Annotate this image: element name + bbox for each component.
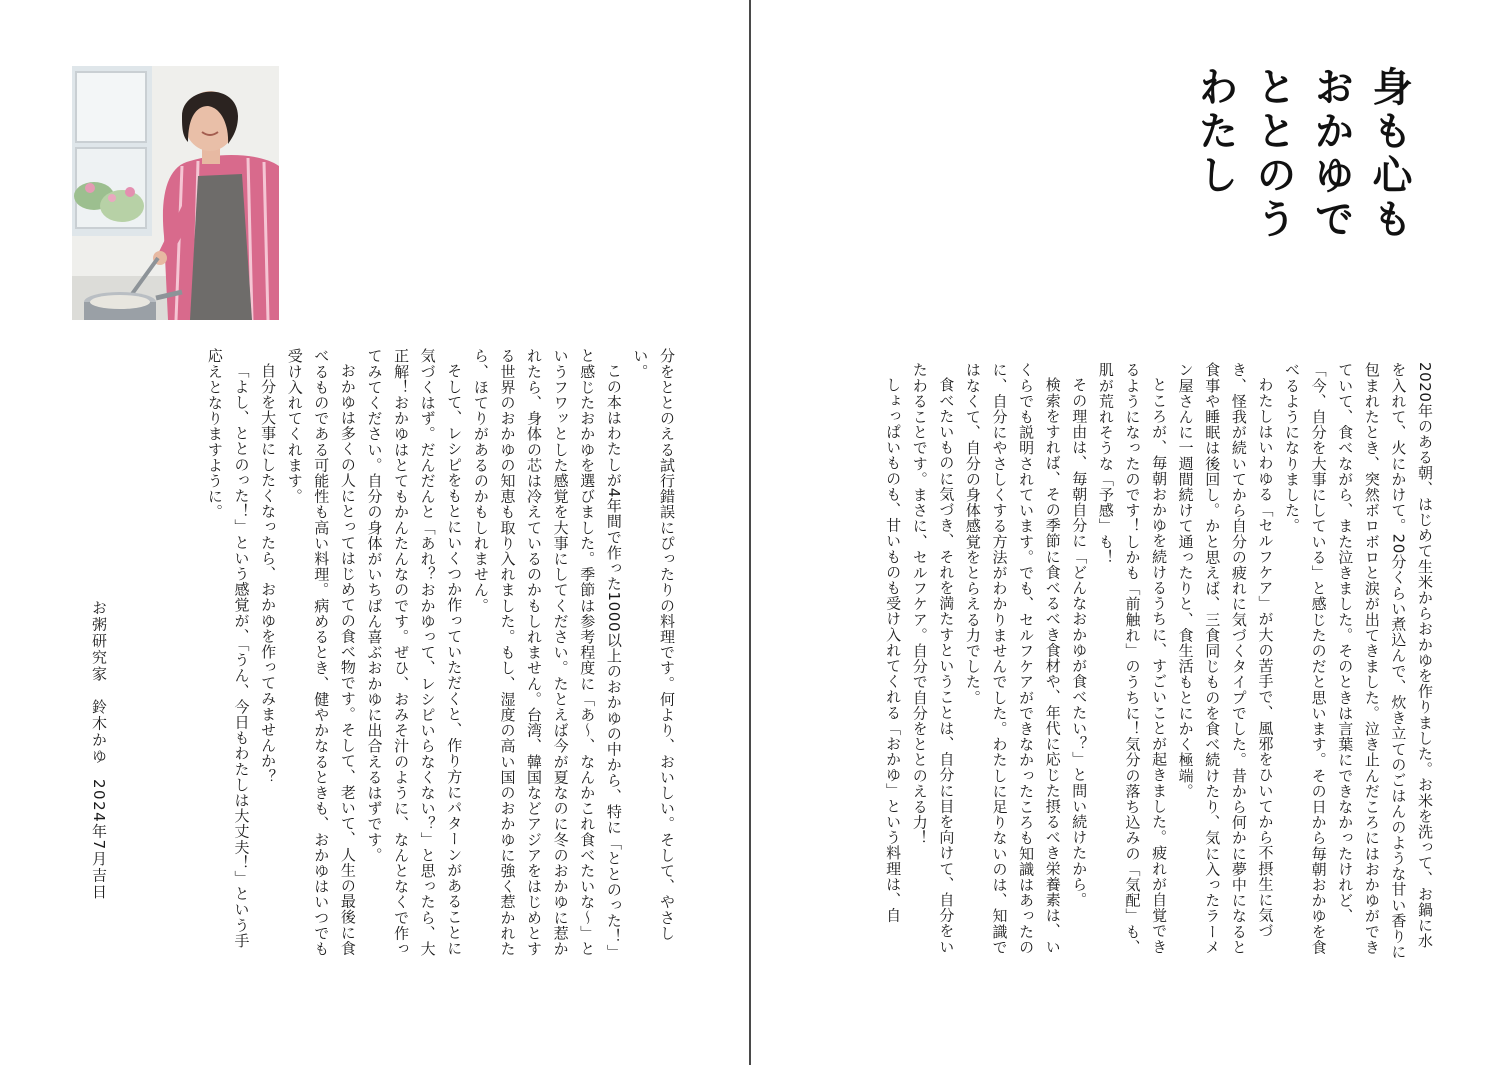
paragraph: しょっぱいものも、甘いものも受け入れてくれる「おかゆ」という料理は、自: [884, 377, 903, 923]
signature: [86, 600, 112, 980]
paragraph: わたしはいわゆる「セルフケア」が大の苦手で、風邪をひいてから不摂生に気づき、怪我が続いてから自分の疲れに気づくタイプでした。昔から何かに夢中になると食事や睡眠は後回し。かと思えば、三食同じものを食べ続けたり、気に入ったラーメン屋さんに一週間続けて通ったりと、食生活もとにかく極端。: [1176, 362, 1275, 955]
paragraph: そして、レシピをもとにいくつか作っていただくと、作り方にパターンがあることに気づくはず。だんだんと「あれ？おかゆって、レシピいらなくない？」と思ったら、大正解！おかゆはとてもかんたんなのです。ぜひ、おみそ汁のように、なんとなくで作ってみてください。自分の身体がいちばん喜ぶおかゆに出合えるはずです。: [365, 348, 464, 957]
paragraph: 「よし、ととのった！」という感覚が、「うん、今日もわたしは大丈夫！」という手応えとなりますように。: [205, 348, 251, 949]
author-photo-illustration: [72, 66, 279, 320]
paragraph: 自分を大事にしたくなったら、おかゆを作ってみませんか？: [259, 363, 278, 785]
paragraph: ところが、毎朝おかゆを続けるうちに、すごいことが起きました。疲れが自覚できるようになったのです！しかも「前触れ」のうちに！気分の落ち込みの「気配」も、肌が荒れそうな「予感」も！: [1096, 362, 1169, 955]
signature-lines: [86, 600, 112, 980]
paragraph: 食べたいものに気づき、それを満たすということは、自分に目を向けて、自分をいたわることです。まさに、セルフケア。自分で自分をととのえる力！: [910, 362, 956, 955]
paragraph: 分をととのえる試行錯誤にぴったりの料理です。何より、おいしい。そして、やさしい。: [631, 348, 676, 941]
paragraph: 検索をすれば、その季節に食べるべき食材や、年代に応じた摂るべき栄養素は、いくらでも説明されています。でも、セルフケアができなかったころも知識はあったのに、自分にやさしくする方法がわかりませんでした。わたしに足りないのは、知識ではなくて、自分の身体感覚をとらえる力でした。: [963, 362, 1062, 955]
signature-date: 2024年7月吉日: [90, 779, 108, 901]
author-photo: [72, 66, 279, 320]
paragraph: おかゆは多くの人にとってはじめての食べ物です。そして、老いて、人生の最後に食べるものである可能性も高い料理。病めるとき、健やかなるときも、おかゆはいつでも受け入れてくれます。: [285, 348, 357, 957]
left-page-body: [201, 348, 680, 960]
paragraph: 2020年のある朝、はじめて生米からおかゆを作りました。お米を洗って、お鍋に水を入れて、火にかけて。20分くらい煮込んで、炊き立てのごはんのような甘い香りに包まれたとき、突然ボロボロと涙が出てきました。泣き止んだころにはおかゆができていて、食べながら、また泣きました。そのときは言葉にできなかったけれど、「今、自分を大事にしている」と感じたのだと思います。その日から毎朝おかゆを食べるようになりました。: [1283, 362, 1434, 960]
signature-author: お粥研究家 鈴木かゆ: [90, 600, 108, 765]
paragraph: その理由は、毎朝自分に「どんなおかゆが食べたい？」と問い続けたから。: [1070, 377, 1089, 908]
paragraph: この本はわたしが4年間で作った1000以上のおかゆの中から、特に「ととのった！」と感じたおかゆを選びました。季節は参考程度に「あ〜、なんかこれ食べたいな〜」というフワッとした感覚を大事にしてください。たとえば今が夏なのに冬のおかゆに惹かれたら、身体の芯は冷えているのかもしれません。台湾、韓国などアジアをはじめとする世界のおかゆの知恵も取り入れました。もし、湿度の高い国のおかゆに強く惹かれたら、ほてりがあるのかもしれません。: [471, 348, 623, 960]
page-title: 身も心もおかゆでととのうわたし: [1192, 66, 1412, 242]
right-page-body: [880, 362, 1438, 962]
page-gutter: [749, 0, 751, 1065]
